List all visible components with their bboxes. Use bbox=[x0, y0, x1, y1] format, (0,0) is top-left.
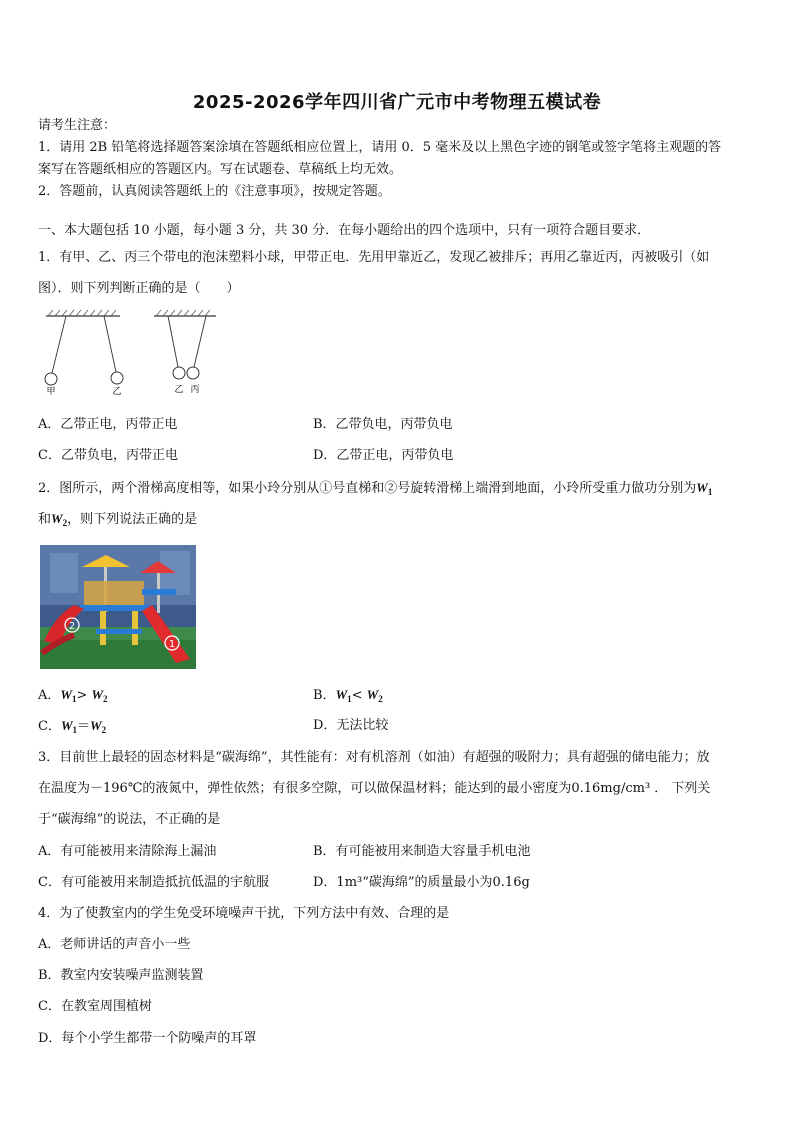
notice-heading: 请考生注意： bbox=[38, 118, 117, 133]
q4-stem: 4．为了使教室内的学生免受环境噪声干扰，下列方法中有效、合理的是 bbox=[38, 906, 450, 921]
q2-option-d: D．无法比较 bbox=[313, 718, 389, 733]
q2-option-c: C．$W_1=W_2$ bbox=[38, 718, 107, 735]
q3-stem-line-2: 在温度为－196℃的液氮中，弹性依然；有很多空隙，可以做保温材料；能达到的最小密度为0.16mg/cm³ ． 下列关 bbox=[38, 781, 711, 796]
notice-item-1-line-2: 案写在答题纸相应的答题区内。写在试题卷、草稿纸上均无效。 bbox=[38, 162, 403, 177]
q3-option-c: C．有可能被用来制造抵抗低温的宇航服 bbox=[38, 875, 269, 890]
q2-option-a: A．$W_1> W_2$ bbox=[38, 687, 108, 704]
label-bing: 丙 bbox=[190, 385, 200, 395]
q3-option-a: A．有可能被用来清除海上漏油 bbox=[38, 844, 217, 859]
q2-stem-line-1: 2．图所示，两个滑梯高度相等，如果小玲分别从①号直梯和②号旋转滑梯上端滑到地面，小玲所受重力做功分别为$W_1$ bbox=[38, 480, 713, 497]
slide-number-2: 2 bbox=[68, 621, 76, 632]
q4-option-a: A．老师讲话的声音小一些 bbox=[38, 937, 191, 952]
q1-option-c: C．乙带负电，丙带正电 bbox=[38, 448, 178, 463]
q1-option-d: D．乙带正电，丙带负电 bbox=[313, 448, 454, 463]
q4-option-d: D．每个小学生都带一个防噪声的耳罩 bbox=[38, 1031, 257, 1046]
label-yi-right: 乙 bbox=[174, 385, 184, 395]
q2-stem-line-2: 和$W_2$，则下列说法正确的是 bbox=[38, 511, 198, 528]
q4-option-b: B．教室内安装噪声监测装置 bbox=[38, 968, 204, 983]
q3-stem-line-3: 于“碳海绵”的说法，不正确的是 bbox=[38, 812, 221, 827]
q2-slide-photo bbox=[40, 545, 196, 669]
q4-option-c: C．在教室周围植树 bbox=[38, 999, 152, 1014]
label-yi-left: 乙 bbox=[112, 387, 122, 397]
q3-option-d: D．1m³“碳海绵”的质量最小为0.16g bbox=[313, 875, 530, 890]
label-jia: 甲 bbox=[46, 387, 56, 397]
section-heading: 一、本大题包括 10 小题，每小题 3 分，共 30 分．在每小题给出的四个选项中，只有一项符合题目要求． bbox=[38, 223, 651, 238]
q1-option-a: A．乙带正电，丙带正电 bbox=[38, 417, 178, 432]
q3-option-b: B．有可能被用来制造大容量手机电池 bbox=[313, 844, 531, 859]
page-title: 2025-2026学年四川省广元市中考物理五模试卷 bbox=[192, 92, 602, 113]
q1-stem-line-1: 1．有甲、乙、丙三个带电的泡沫塑料小球，甲带正电．先用甲靠近乙，发现乙被排斥；再用乙靠近丙，丙被吸引（如 bbox=[38, 250, 710, 265]
slide-number-1: 1 bbox=[168, 639, 176, 650]
q1-stem-line-2: 图）．则下列判断正确的是（ ） bbox=[38, 281, 240, 296]
q3-stem-line-1: 3．目前世上最轻的固态材料是“碳海绵”，其性能有：对有机溶剂（如油）有超强的吸附力；具有超强的储电能力；放 bbox=[38, 750, 710, 765]
q1-option-b: B．乙带负电，丙带负电 bbox=[313, 417, 453, 432]
q2-option-b: B．$W_1< W_2$ bbox=[313, 687, 383, 704]
notice-item-2: 2．答题前，认真阅读答题纸上的《注意事项》，按规定答题。 bbox=[38, 184, 391, 199]
q1-pendulum-figure bbox=[38, 307, 218, 402]
notice-item-1-line-1: 1．请用 2B 铅笔将选择题答案涂填在答题纸相应位置上，请用 0．5 毫米及以上黑色字迹的钢笔或签字笔将主观题的答 bbox=[38, 140, 722, 155]
